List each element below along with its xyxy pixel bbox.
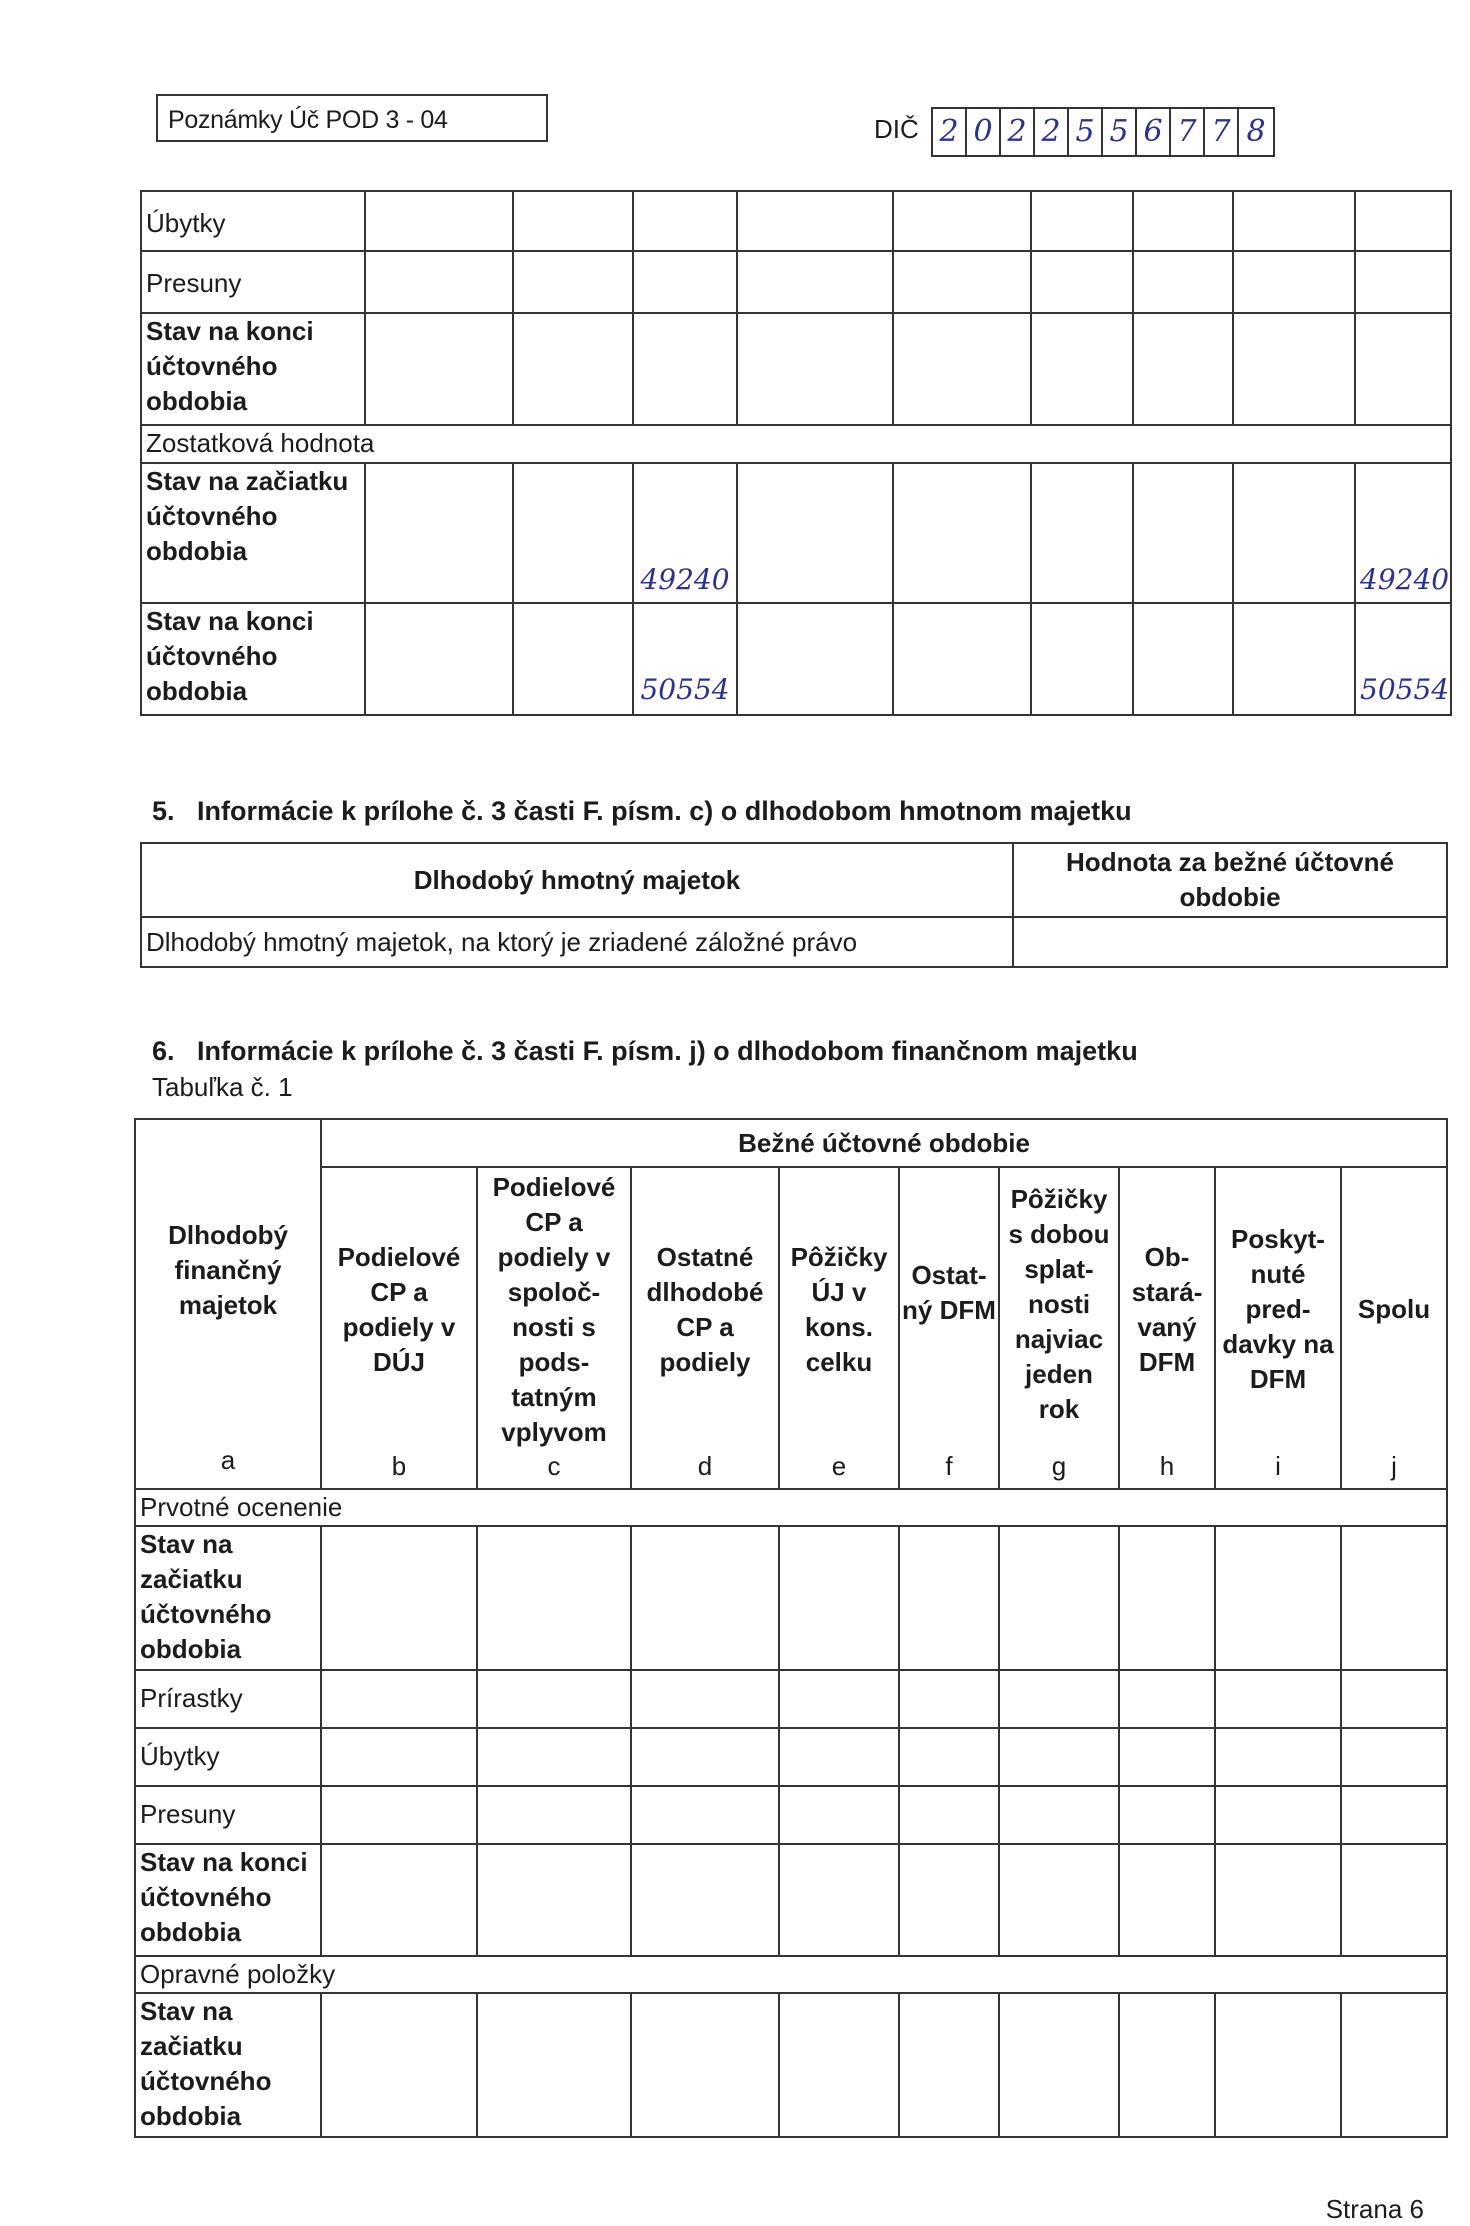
cell[interactable] xyxy=(737,313,893,425)
table-row xyxy=(135,1956,1447,1993)
page-number: Strana 6 xyxy=(1325,2194,1424,2224)
section6-title: 6. Informácie k prílohe č. 3 časti F. písm. j) o dlhodobom finančnom majetku xyxy=(152,1036,1138,1066)
cell[interactable] xyxy=(1233,603,1355,715)
dic-digit: 0 xyxy=(967,109,1001,155)
cell[interactable] xyxy=(631,1526,779,1670)
dic-digit: 2 xyxy=(933,109,967,155)
dic-digit: 5 xyxy=(1103,109,1137,155)
cell[interactable] xyxy=(365,251,513,313)
cell[interactable] xyxy=(513,251,633,313)
cell[interactable] xyxy=(513,313,633,425)
section5-title: 5. Informácie k prílohe č. 3 časti F. písm. c) o dlhodobom hmotnom majetku xyxy=(152,796,1132,826)
cell[interactable] xyxy=(477,1993,631,2137)
cell[interactable] xyxy=(1133,463,1233,603)
table-row xyxy=(141,251,1451,313)
section-label-opravne-polozky: Opravné položky xyxy=(135,1956,1447,1993)
cell[interactable] xyxy=(1341,1786,1447,1844)
cell[interactable] xyxy=(1341,1844,1447,1956)
col-header-text: Podielové CP a podiely v spoloč- nosti s pods- tatným vplyvom xyxy=(492,1172,616,1447)
cell[interactable] xyxy=(1233,463,1355,603)
cell[interactable] xyxy=(999,1670,1119,1728)
dic-digit: 6 xyxy=(1137,109,1171,155)
cell[interactable] xyxy=(1119,1670,1215,1728)
period-header: Bežné účtovné obdobie xyxy=(321,1119,1447,1167)
cell[interactable] xyxy=(365,191,513,251)
cell[interactable] xyxy=(737,463,893,603)
table-row xyxy=(135,1489,1447,1526)
tangible-assets-pledge-table xyxy=(140,842,1448,968)
cell[interactable] xyxy=(477,1670,631,1728)
row-label-presuny: Presuny xyxy=(135,1786,321,1844)
cell[interactable] xyxy=(779,1993,899,2137)
table-row xyxy=(135,1670,1447,1728)
table-row xyxy=(141,463,1451,603)
cell[interactable] xyxy=(1233,313,1355,425)
cell[interactable] xyxy=(899,1670,999,1728)
cell[interactable] xyxy=(893,603,1031,715)
cell[interactable] xyxy=(1215,1993,1341,2137)
col-header-dfm xyxy=(135,1119,321,1489)
row-label-stav-na-konci: Stav na konci účtovného obdobia xyxy=(135,1844,321,1956)
table-row xyxy=(135,1844,1447,1956)
intangible-assets-table-continued xyxy=(140,190,1452,716)
cell[interactable] xyxy=(631,1728,779,1786)
cell[interactable] xyxy=(737,251,893,313)
cell[interactable] xyxy=(737,603,893,715)
cell[interactable] xyxy=(513,603,633,715)
col-header-text: Poskyt- nuté pred- davky na DFM xyxy=(1222,1224,1334,1394)
cell[interactable] xyxy=(1031,603,1133,715)
col-header-i xyxy=(1215,1167,1341,1489)
cell[interactable] xyxy=(779,1670,899,1728)
table-row xyxy=(141,917,1447,967)
col-header-dfm-text: Dlhodobý finančný majetok xyxy=(168,1220,288,1320)
dic-digit-boxes xyxy=(931,107,1275,157)
cell[interactable] xyxy=(779,1844,899,1956)
cell[interactable] xyxy=(631,1844,779,1956)
col-letter-c: c xyxy=(547,1451,561,1481)
cell[interactable] xyxy=(321,1844,477,1956)
dic-label: DIČ xyxy=(874,114,919,144)
table-row xyxy=(135,1526,1447,1670)
cell[interactable] xyxy=(1133,313,1233,425)
section-label-prvotne-ocenenie: Prvotné ocenenie xyxy=(135,1489,1447,1526)
cell[interactable] xyxy=(1233,191,1355,251)
cell[interactable] xyxy=(779,1526,899,1670)
col-header-text: Ob- stará- vaný DFM xyxy=(1131,1242,1203,1377)
cell[interactable] xyxy=(1341,1526,1447,1670)
cell[interactable] xyxy=(1133,191,1233,251)
row-label-ubytky: Úbytky xyxy=(141,191,365,251)
cell[interactable] xyxy=(1031,191,1133,251)
cell[interactable] xyxy=(477,1786,631,1844)
col-header-b xyxy=(321,1167,477,1489)
cell[interactable] xyxy=(365,603,513,715)
cell[interactable] xyxy=(1355,251,1451,313)
cell[interactable] xyxy=(999,1993,1119,2137)
cell[interactable] xyxy=(365,463,513,603)
cell[interactable] xyxy=(1215,1526,1341,1670)
cell[interactable] xyxy=(1215,1786,1341,1844)
table-row xyxy=(135,1119,1447,1167)
col-letter-e: e xyxy=(831,1451,847,1481)
col-header-e xyxy=(779,1167,899,1489)
cell[interactable] xyxy=(893,191,1031,251)
cell[interactable] xyxy=(1119,1993,1215,2137)
cell[interactable] xyxy=(999,1526,1119,1670)
cell[interactable] xyxy=(631,1670,779,1728)
table-row xyxy=(141,425,1451,463)
table-row xyxy=(141,603,1451,715)
cell[interactable] xyxy=(631,1786,779,1844)
table-row xyxy=(141,191,1451,251)
dic-digit: 7 xyxy=(1205,109,1239,155)
col-header-g xyxy=(999,1167,1119,1489)
col-header-d xyxy=(631,1167,779,1489)
cell[interactable] xyxy=(321,1670,477,1728)
cell[interactable] xyxy=(999,1728,1119,1786)
cell[interactable] xyxy=(999,1786,1119,1844)
dic-digit: 7 xyxy=(1171,109,1205,155)
value-cell-c[interactable]: 50554 xyxy=(633,603,737,715)
row-label-zalozne-pravo: Dlhodobý hmotný majetok, na ktorý je zriadené záložné právo xyxy=(141,917,1013,967)
col-header-text: Ostat- ný DFM xyxy=(902,1260,996,1325)
cell[interactable] xyxy=(1119,1844,1215,1956)
cell[interactable] xyxy=(899,1993,999,2137)
cell[interactable] xyxy=(1233,251,1355,313)
value-cell-c[interactable]: 49240 xyxy=(633,463,737,603)
cell[interactable] xyxy=(1215,1844,1341,1956)
cell[interactable] xyxy=(1215,1728,1341,1786)
cell[interactable] xyxy=(1119,1786,1215,1844)
cell[interactable] xyxy=(1341,1993,1447,2137)
col-letter-h: h xyxy=(1159,1451,1175,1481)
dic-digit: 5 xyxy=(1069,109,1103,155)
cell[interactable] xyxy=(1031,251,1133,313)
table-row xyxy=(135,1728,1447,1786)
cell[interactable] xyxy=(1133,251,1233,313)
col-header-text: Pôžičky s dobou splat- nosti najviac jeden rok xyxy=(1008,1184,1110,1424)
row-label-stav-na-konci: Stav na konci účtovného obdobia xyxy=(141,313,365,425)
form-code: Poznámky Úč POD 3 - 04 xyxy=(156,94,548,142)
cell[interactable] xyxy=(893,463,1031,603)
cell[interactable] xyxy=(1341,1670,1447,1728)
table-row xyxy=(141,843,1447,917)
cell[interactable] xyxy=(1341,1728,1447,1786)
col-letter-d: d xyxy=(697,1451,713,1481)
cell[interactable] xyxy=(477,1844,631,1956)
row-label-stav-na-zaciatku: Stav na začiatku účtovného obdobia xyxy=(141,463,365,603)
dic-digit: 2 xyxy=(1001,109,1035,155)
cell[interactable] xyxy=(1355,313,1451,425)
col-letter-b: b xyxy=(391,1451,407,1481)
row-label-stav-na-zaciatku: Stav na začiatku účtovného obdobia xyxy=(135,1993,321,2137)
cell[interactable] xyxy=(1031,463,1133,603)
table-row xyxy=(135,1167,1447,1489)
cell[interactable] xyxy=(999,1844,1119,1956)
cell[interactable] xyxy=(321,1728,477,1786)
cell[interactable] xyxy=(631,1993,779,2137)
col-header-c xyxy=(477,1167,631,1489)
col-header-j xyxy=(1341,1167,1447,1489)
row-label-ubytky: Úbytky xyxy=(135,1728,321,1786)
cell[interactable] xyxy=(513,463,633,603)
col-letter-g: g xyxy=(1051,1451,1067,1481)
col-header-text: Podielové CP a podiely v DÚJ xyxy=(337,1242,461,1377)
cell[interactable] xyxy=(477,1728,631,1786)
row-label-presuny: Presuny xyxy=(141,251,365,313)
col-header-hodnota: Hodnota za bežné účtovné obdobie xyxy=(1013,843,1447,917)
col-header-text: Ostatné dlhodobé CP a podiely xyxy=(646,1242,764,1377)
cell[interactable] xyxy=(321,1526,477,1670)
col-letter-a: a xyxy=(220,1445,236,1475)
cell[interactable] xyxy=(1215,1670,1341,1728)
col-header-text: Spolu xyxy=(1357,1294,1431,1324)
col-letter-i: i xyxy=(1275,1451,1281,1481)
cell[interactable] xyxy=(633,191,737,251)
cell[interactable] xyxy=(477,1526,631,1670)
value-cell[interactable] xyxy=(1013,917,1447,967)
col-letter-f: f xyxy=(945,1451,953,1481)
cell[interactable] xyxy=(899,1786,999,1844)
table-row xyxy=(141,313,1451,425)
cell[interactable] xyxy=(321,1786,477,1844)
cell[interactable] xyxy=(779,1786,899,1844)
col-letter-j: j xyxy=(1391,1451,1397,1481)
cell[interactable] xyxy=(899,1526,999,1670)
financial-assets-table xyxy=(134,1118,1448,2138)
cell[interactable] xyxy=(633,251,737,313)
table-row xyxy=(135,1786,1447,1844)
cell[interactable] xyxy=(1031,313,1133,425)
cell[interactable] xyxy=(1119,1526,1215,1670)
table-row xyxy=(135,1993,1447,2137)
value-cell-j[interactable]: 49240 xyxy=(1355,463,1451,603)
dic-digit: 2 xyxy=(1035,109,1069,155)
section-label-zostatkova-hodnota: Zostatková hodnota xyxy=(141,425,1451,463)
col-header-f xyxy=(899,1167,999,1489)
cell[interactable] xyxy=(899,1728,999,1786)
value-cell-j[interactable]: 50554 xyxy=(1355,603,1451,715)
cell[interactable] xyxy=(737,191,893,251)
cell[interactable] xyxy=(1119,1728,1215,1786)
cell[interactable] xyxy=(779,1728,899,1786)
cell[interactable] xyxy=(893,251,1031,313)
cell[interactable] xyxy=(513,191,633,251)
col-header-h xyxy=(1119,1167,1215,1489)
cell[interactable] xyxy=(633,313,737,425)
table-caption: Tabuľka č. 1 xyxy=(152,1072,293,1102)
dic-digit: 8 xyxy=(1246,114,1266,149)
cell[interactable] xyxy=(1355,191,1451,251)
cell[interactable] xyxy=(365,313,513,425)
cell[interactable] xyxy=(899,1844,999,1956)
cell[interactable] xyxy=(321,1993,477,2137)
col-header-text: Pôžičky ÚJ v kons. celku xyxy=(790,1242,888,1377)
col-header-dhm: Dlhodobý hmotný majetok xyxy=(141,843,1013,917)
row-label-stav-na-konci: Stav na konci účtovného obdobia xyxy=(141,603,365,715)
cell[interactable] xyxy=(1133,603,1233,715)
row-label-prirastky: Prírastky xyxy=(135,1670,321,1728)
cell[interactable] xyxy=(893,313,1031,425)
row-label-stav-na-zaciatku: Stav na začiatku účtovného obdobia xyxy=(135,1526,321,1670)
